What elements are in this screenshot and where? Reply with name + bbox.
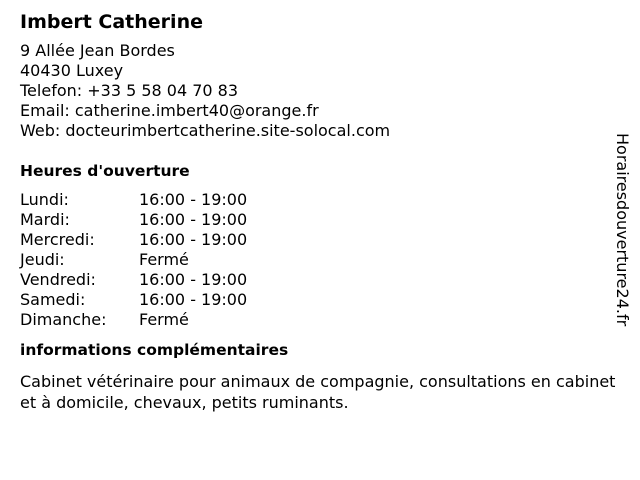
hours-row-samedi [20, 290, 620, 310]
hours-row-jeudi [20, 250, 620, 270]
hours-row-dimanche [20, 310, 620, 330]
description-text: Cabinet vétérinaire pour animaux de compagnie, consultations en cabinet et à domicile, chevaux, petits ruminants. [20, 372, 616, 412]
hours-row-mercredi [20, 230, 620, 250]
business-card [20, 10, 620, 413]
address-city: 40430 Luxey [20, 61, 124, 80]
hours-row-lundi [20, 190, 620, 210]
business-name: Imbert Catherine [20, 11, 203, 33]
hours-day: Vendredi: [20, 270, 96, 289]
opening-hours-heading: Heures d'ouverture [20, 162, 190, 180]
hours-time: 16:00 - 19:00 [139, 270, 248, 289]
hours-day: Mardi: [20, 210, 70, 229]
site-watermark: Horairesdouverture24.fr [613, 133, 632, 327]
hours-time: 16:00 - 19:00 [139, 210, 248, 229]
hours-time: 16:00 - 19:00 [139, 190, 248, 209]
hours-time: Fermé [139, 250, 189, 269]
email-line: Email: catherine.imbert40@orange.fr [20, 101, 319, 120]
phone-line: Telefon: +33 5 58 04 70 83 [20, 81, 239, 100]
hours-day: Lundi: [20, 190, 69, 209]
hours-day: Mercredi: [20, 230, 95, 249]
additional-info-heading: informations complémentaires [20, 341, 289, 359]
hours-row-vendredi [20, 270, 620, 290]
hours-time: Fermé [139, 310, 189, 329]
address-street: 9 Allée Jean Bordes [20, 41, 175, 60]
web-line: Web: docteurimbertcatherine.site-solocal.com [20, 121, 391, 140]
hours-day: Jeudi: [20, 250, 65, 269]
hours-row-mardi [20, 210, 620, 230]
hours-time: 16:00 - 19:00 [139, 230, 248, 249]
hours-time: 16:00 - 19:00 [139, 290, 248, 309]
hours-day: Dimanche: [20, 310, 107, 329]
hours-day: Samedi: [20, 290, 86, 309]
